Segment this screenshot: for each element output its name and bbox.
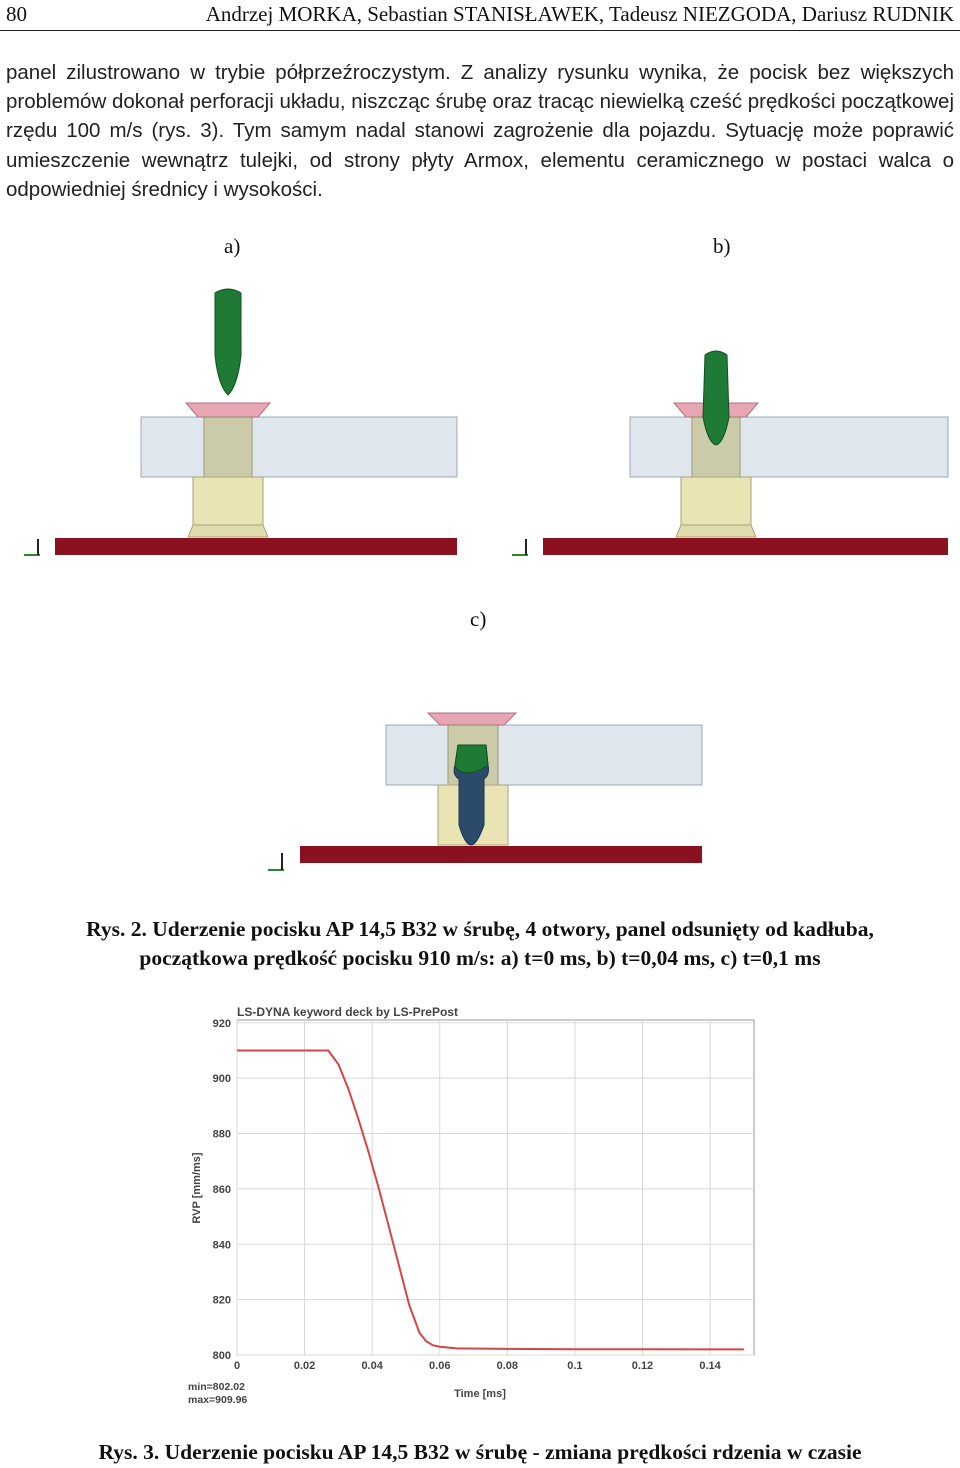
simulation-panel-b	[510, 285, 955, 570]
chart-title: LS-DYNA keyword deck by LS-PrePost	[237, 1005, 458, 1019]
x-tick-label: 0.02	[293, 1360, 316, 1372]
bushing-flange	[676, 525, 756, 537]
max-annotation: max=909.96	[188, 1394, 248, 1406]
y-tick-label: 860	[212, 1183, 231, 1196]
plot-area	[237, 1020, 754, 1355]
projectile	[703, 351, 729, 445]
velocity-chart-svg	[180, 998, 770, 1413]
projectile	[215, 289, 241, 395]
armor-panel	[630, 417, 948, 477]
panel-label-b: b)	[713, 234, 731, 258]
velocity-chart	[180, 998, 770, 1418]
armox-plate	[300, 846, 702, 863]
bolt-head	[428, 713, 516, 725]
x-tick-label: 0.04	[361, 1360, 383, 1372]
projectile-jacket-remnant	[455, 745, 488, 773]
running-head-authors: Andrzej MORKA, Sebastian STANISŁAWEK, Tadeusz NIEZGODA, Dariusz RUDNIK	[205, 2, 954, 26]
armor-panel	[141, 417, 457, 477]
y-tick-label: 900	[212, 1073, 231, 1086]
y-tick-label: 820	[212, 1294, 231, 1307]
armox-plate	[543, 538, 948, 555]
min-annotation: min=802.02	[188, 1381, 245, 1393]
figure2-caption-line2: początkowa prędkość pocisku 910 m/s: a) t=0 ms, b) t=0,04 ms, c) t=0,1 ms	[139, 946, 821, 970]
y-tick-label: 800	[212, 1350, 231, 1362]
x-tick-label: 0.06	[429, 1360, 451, 1372]
axis-triad-icon	[24, 539, 40, 555]
bushing	[193, 477, 263, 525]
y-tick-label: 920	[212, 1017, 231, 1030]
figure2-caption-line1: Rys. 2. Uderzenie pocisku AP 14,5 B32 w śrubę, 4 otwory, panel odsunięty od kadłuba,	[86, 917, 874, 941]
figure3-caption: Rys. 3. Uderzenie pocisku AP 14,5 B32 w śrubę - zmiana prędkości rdzenia w czasie	[98, 1440, 862, 1464]
bushing-flange	[188, 525, 268, 537]
x-tick-label: 0.08	[496, 1360, 519, 1372]
y-axis-label: RVP [mm/ms]	[191, 1152, 203, 1224]
axis-triad-icon	[512, 539, 528, 555]
y-tick-label: 840	[212, 1239, 231, 1252]
x-tick-labels	[234, 1360, 722, 1372]
x-tick-label: 0	[233, 1360, 241, 1372]
x-axis-label: Time [ms]	[454, 1388, 506, 1400]
bolt-shank	[204, 417, 252, 477]
y-tick-label: 880	[212, 1128, 231, 1141]
body-paragraph: panel zilustrowano w trybie półprzeźroczystym. Z analizy rysunku wynika, że pocisk bez większych problemów dokonał perforacji układu, niszcząc śrubę oraz tracąc niewielką cześć prędkości początkowej rzędu 100 m/s (rys. 3). Tym samym nadal stanowi zagrożenie dla pojazdu. Sytuację może poprawić umieszczenie wewnątrz tulejki, od strony płyty Armox, elementu ceramicznego w postaci walca o odpowiedniej średnicy i wysokości.	[6, 61, 955, 201]
panel-label-a: a)	[224, 234, 241, 258]
simulation-panel-c	[262, 705, 707, 875]
simulation-panel-a	[18, 285, 463, 570]
axis-triad-icon	[268, 853, 284, 870]
y-tick-labels	[213, 1018, 231, 1362]
page-number: 80	[6, 2, 27, 26]
figure2-caption	[0, 915, 960, 973]
bolt-head	[186, 403, 270, 417]
bushing	[681, 477, 751, 525]
page-header	[0, 0, 960, 31]
x-tick-label: 0.12	[631, 1360, 654, 1372]
x-tick-label: 0.1	[567, 1360, 583, 1372]
armox-plate	[55, 538, 457, 555]
armor-panel	[386, 725, 702, 785]
x-tick-label: 0.14	[699, 1360, 721, 1372]
panel-label-c: c)	[470, 607, 487, 631]
